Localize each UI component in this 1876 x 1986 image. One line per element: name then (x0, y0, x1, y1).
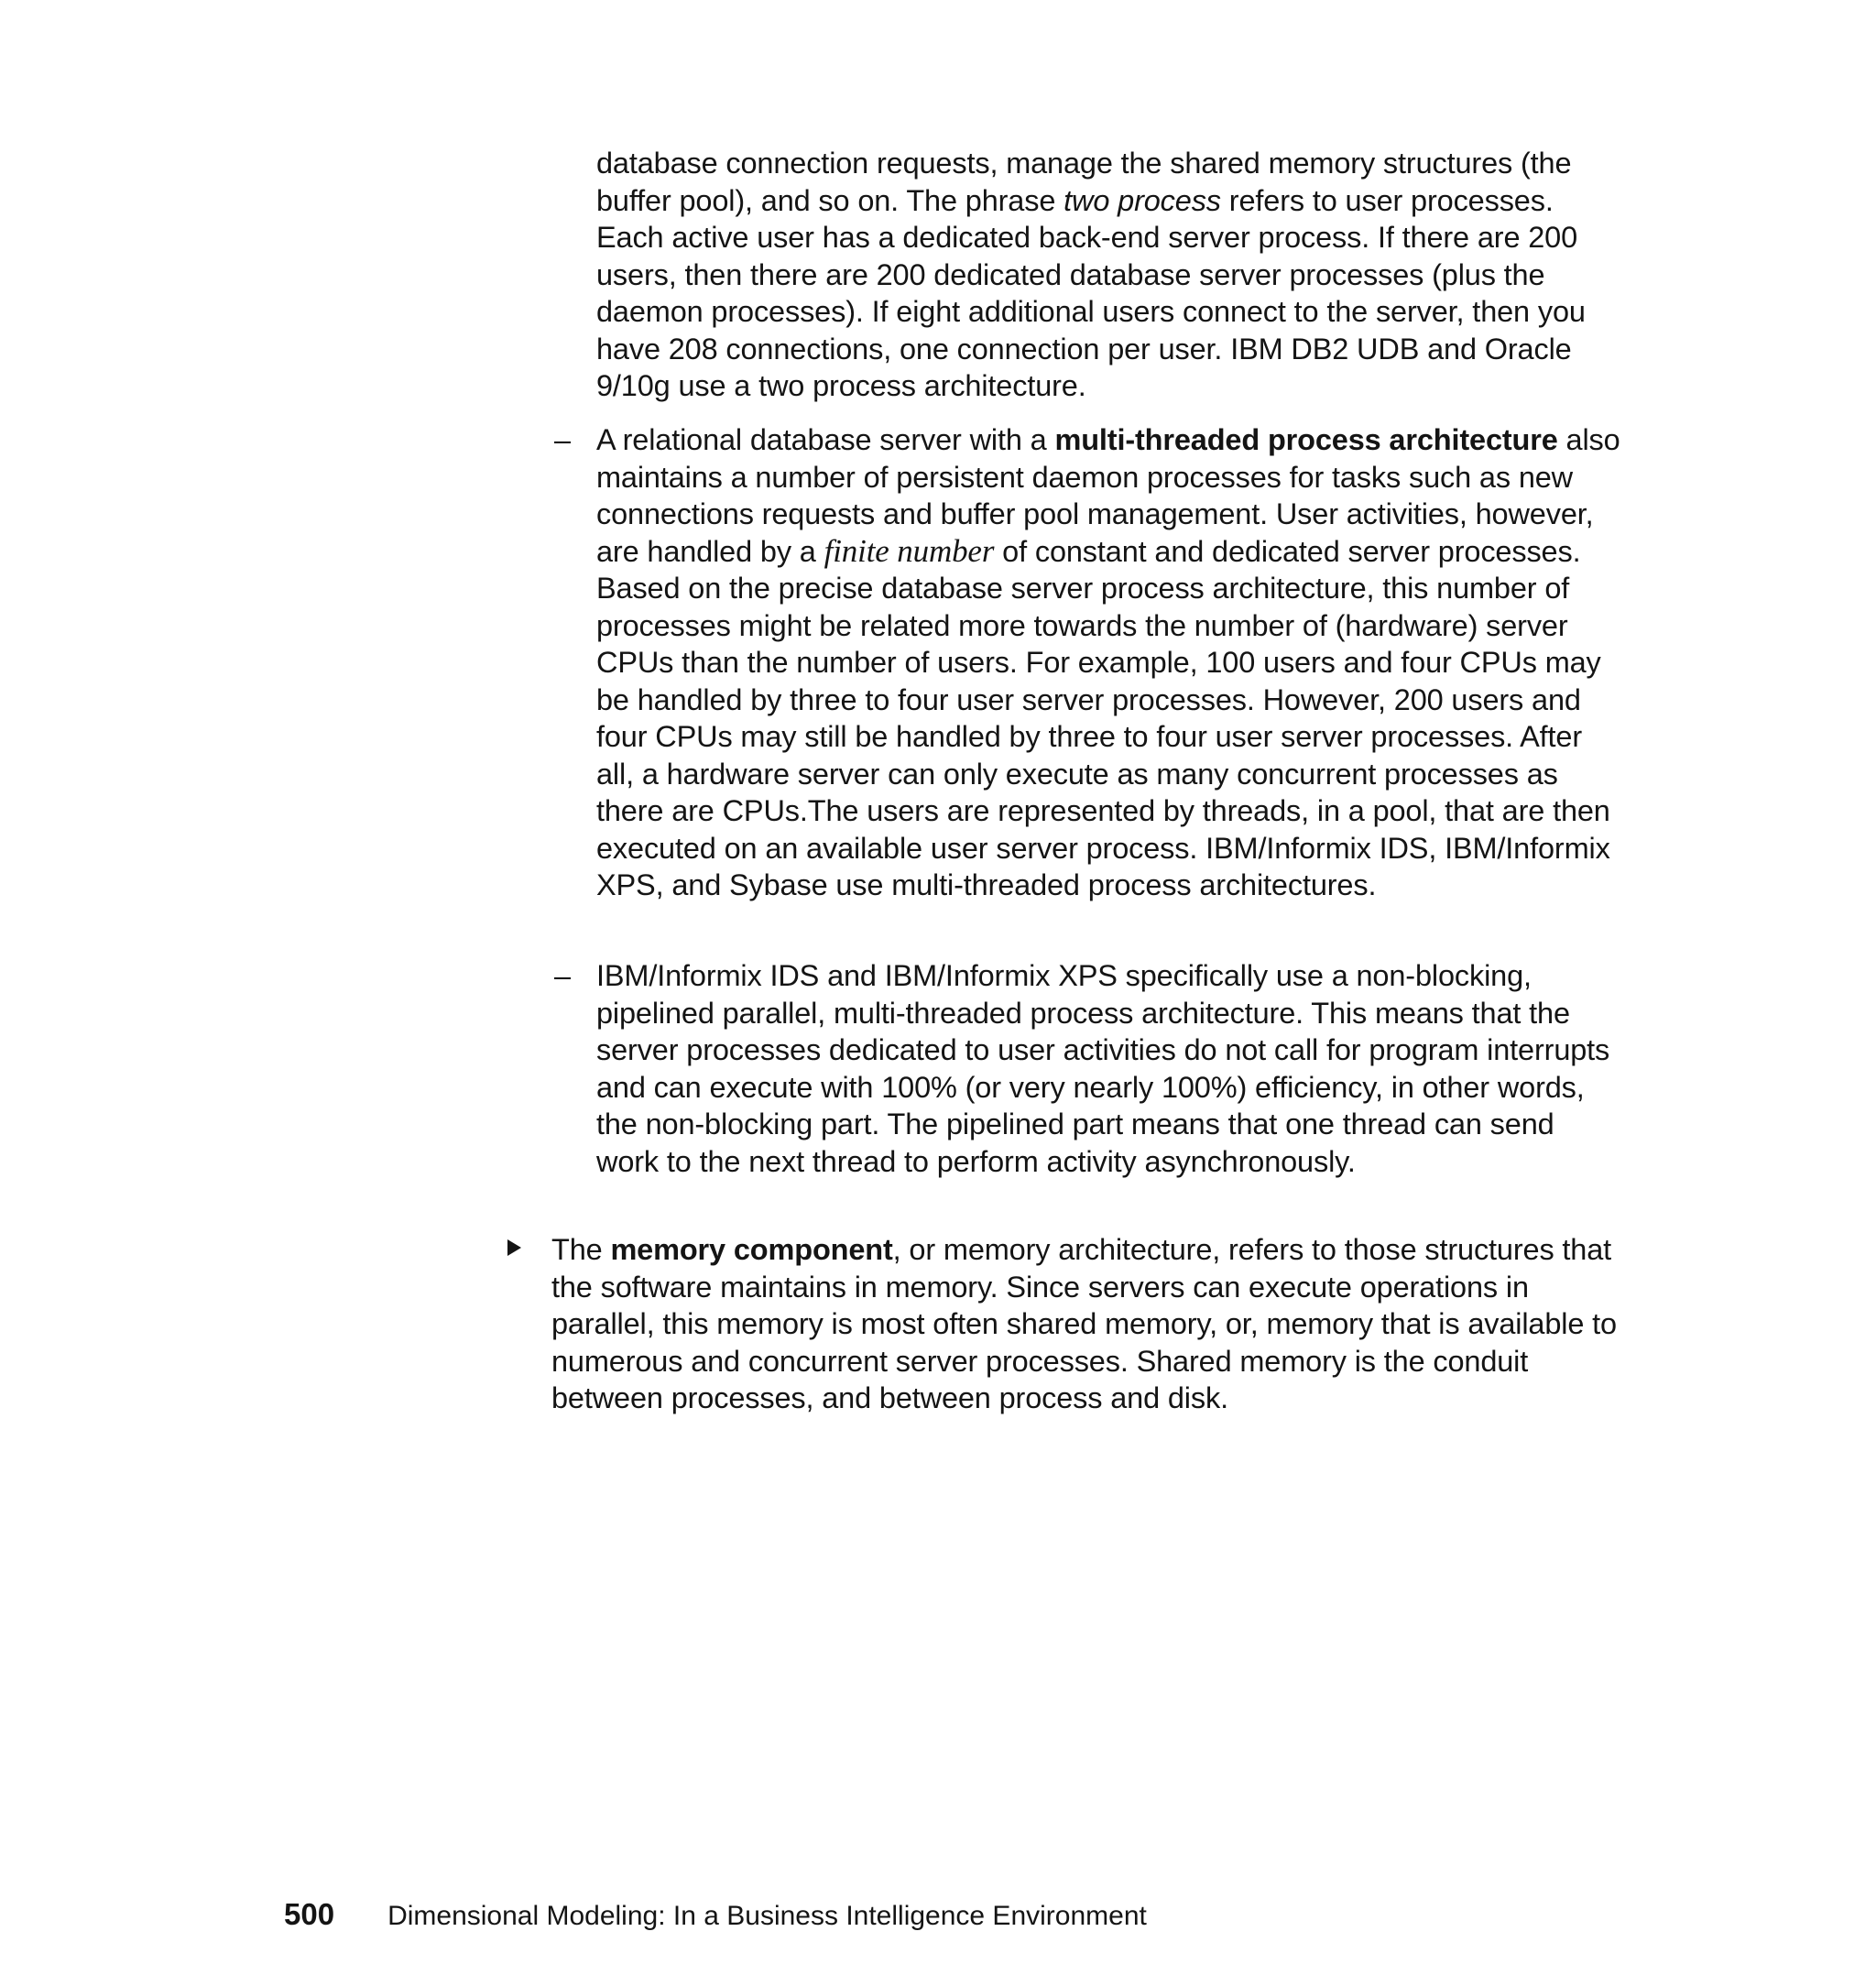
multithreaded-emphasis: finite number (823, 532, 995, 569)
book-title: Dimensional Modeling: In a Business Intelligence Environment (387, 1901, 1147, 1931)
multithreaded-strong: multi-threaded process architecture (1054, 423, 1558, 456)
page-footer (284, 1897, 1147, 1932)
multithreaded-text-b: also maintains a number of persistent daemon processes for tasks such as new connections requests and buffer pool management. User activities, however, are handled by a (596, 423, 1620, 568)
memory-paragraph (551, 1231, 1623, 1417)
continuation-emphasis: two process (1063, 183, 1221, 217)
list-item-memory-component (551, 1231, 1623, 1417)
triangle-bullet-icon (507, 1239, 521, 1256)
memory-text-b: , or memory architecture, refers to those structures that the software maintains in memory. Since servers can execute operations in parallel, this memory is most often shared memory, or, memory that is available to numerous and concurrent server processes. Shared memory is the conduit between processes, and between process and disk. (551, 1233, 1617, 1414)
list-item-nonblocking (554, 957, 1622, 1180)
nonblocking-paragraph: IBM/Informix IDS and IBM/Informix XPS specifically use a non-blocking, pipelined parallel, multi-threaded process architecture. This means that the server processes dedicated to user activities do not call for program interrupts and can execute with 100% (or very nearly 100%) efficiency, in other words, the non-blocking part. The pipelined part means that one thread can send work to the next thread to perform activity asynchronously. (596, 959, 1610, 1178)
multithreaded-text-c: of constant and dedicated server processes. Based on the precise database server process architecture, this number of processes might be related more towards the number of (hardware) server CPUs than the number of users. For example, 100 users and four CPUs may be handled by three to four user server processes. However, 200 users and four CPUs may still be handled by three to four user server processes. After all, a hardware server can only execute as many concurrent processes as there are CPUs.The users are represented by threads, in a pool, that are then executed on an available user server process. IBM/Informix IDS, IBM/Informix XPS, and Sybase use multi-threaded process architectures. (596, 534, 1610, 901)
continuation-text-a: database connection requests, manage the shared memory structures (the buffer pool), and so on. The phrase (596, 147, 1572, 217)
multithreaded-text-a: A relational database server with a (596, 423, 1055, 456)
continuation-paragraph (596, 145, 1622, 405)
dash-bullet-icon: – (554, 959, 571, 992)
dash-bullet-icon: – (554, 423, 571, 456)
memory-text-a: The (551, 1233, 611, 1266)
memory-strong: memory component (610, 1233, 893, 1266)
continuation-text-b: refers to user processes. Each active user has a dedicated back-end server process. If there are 200 users, then there are 200 dedicated database server processes (plus the daemon processes). If eight additional users connect to the server, then you have 208 connections, one connection per user. IBM DB2 UDB and Oracle 9/10g use a two process architecture. (596, 183, 1586, 402)
list-item-multithreaded (554, 421, 1622, 904)
multithreaded-paragraph (596, 421, 1622, 904)
page-number: 500 (284, 1897, 335, 1931)
